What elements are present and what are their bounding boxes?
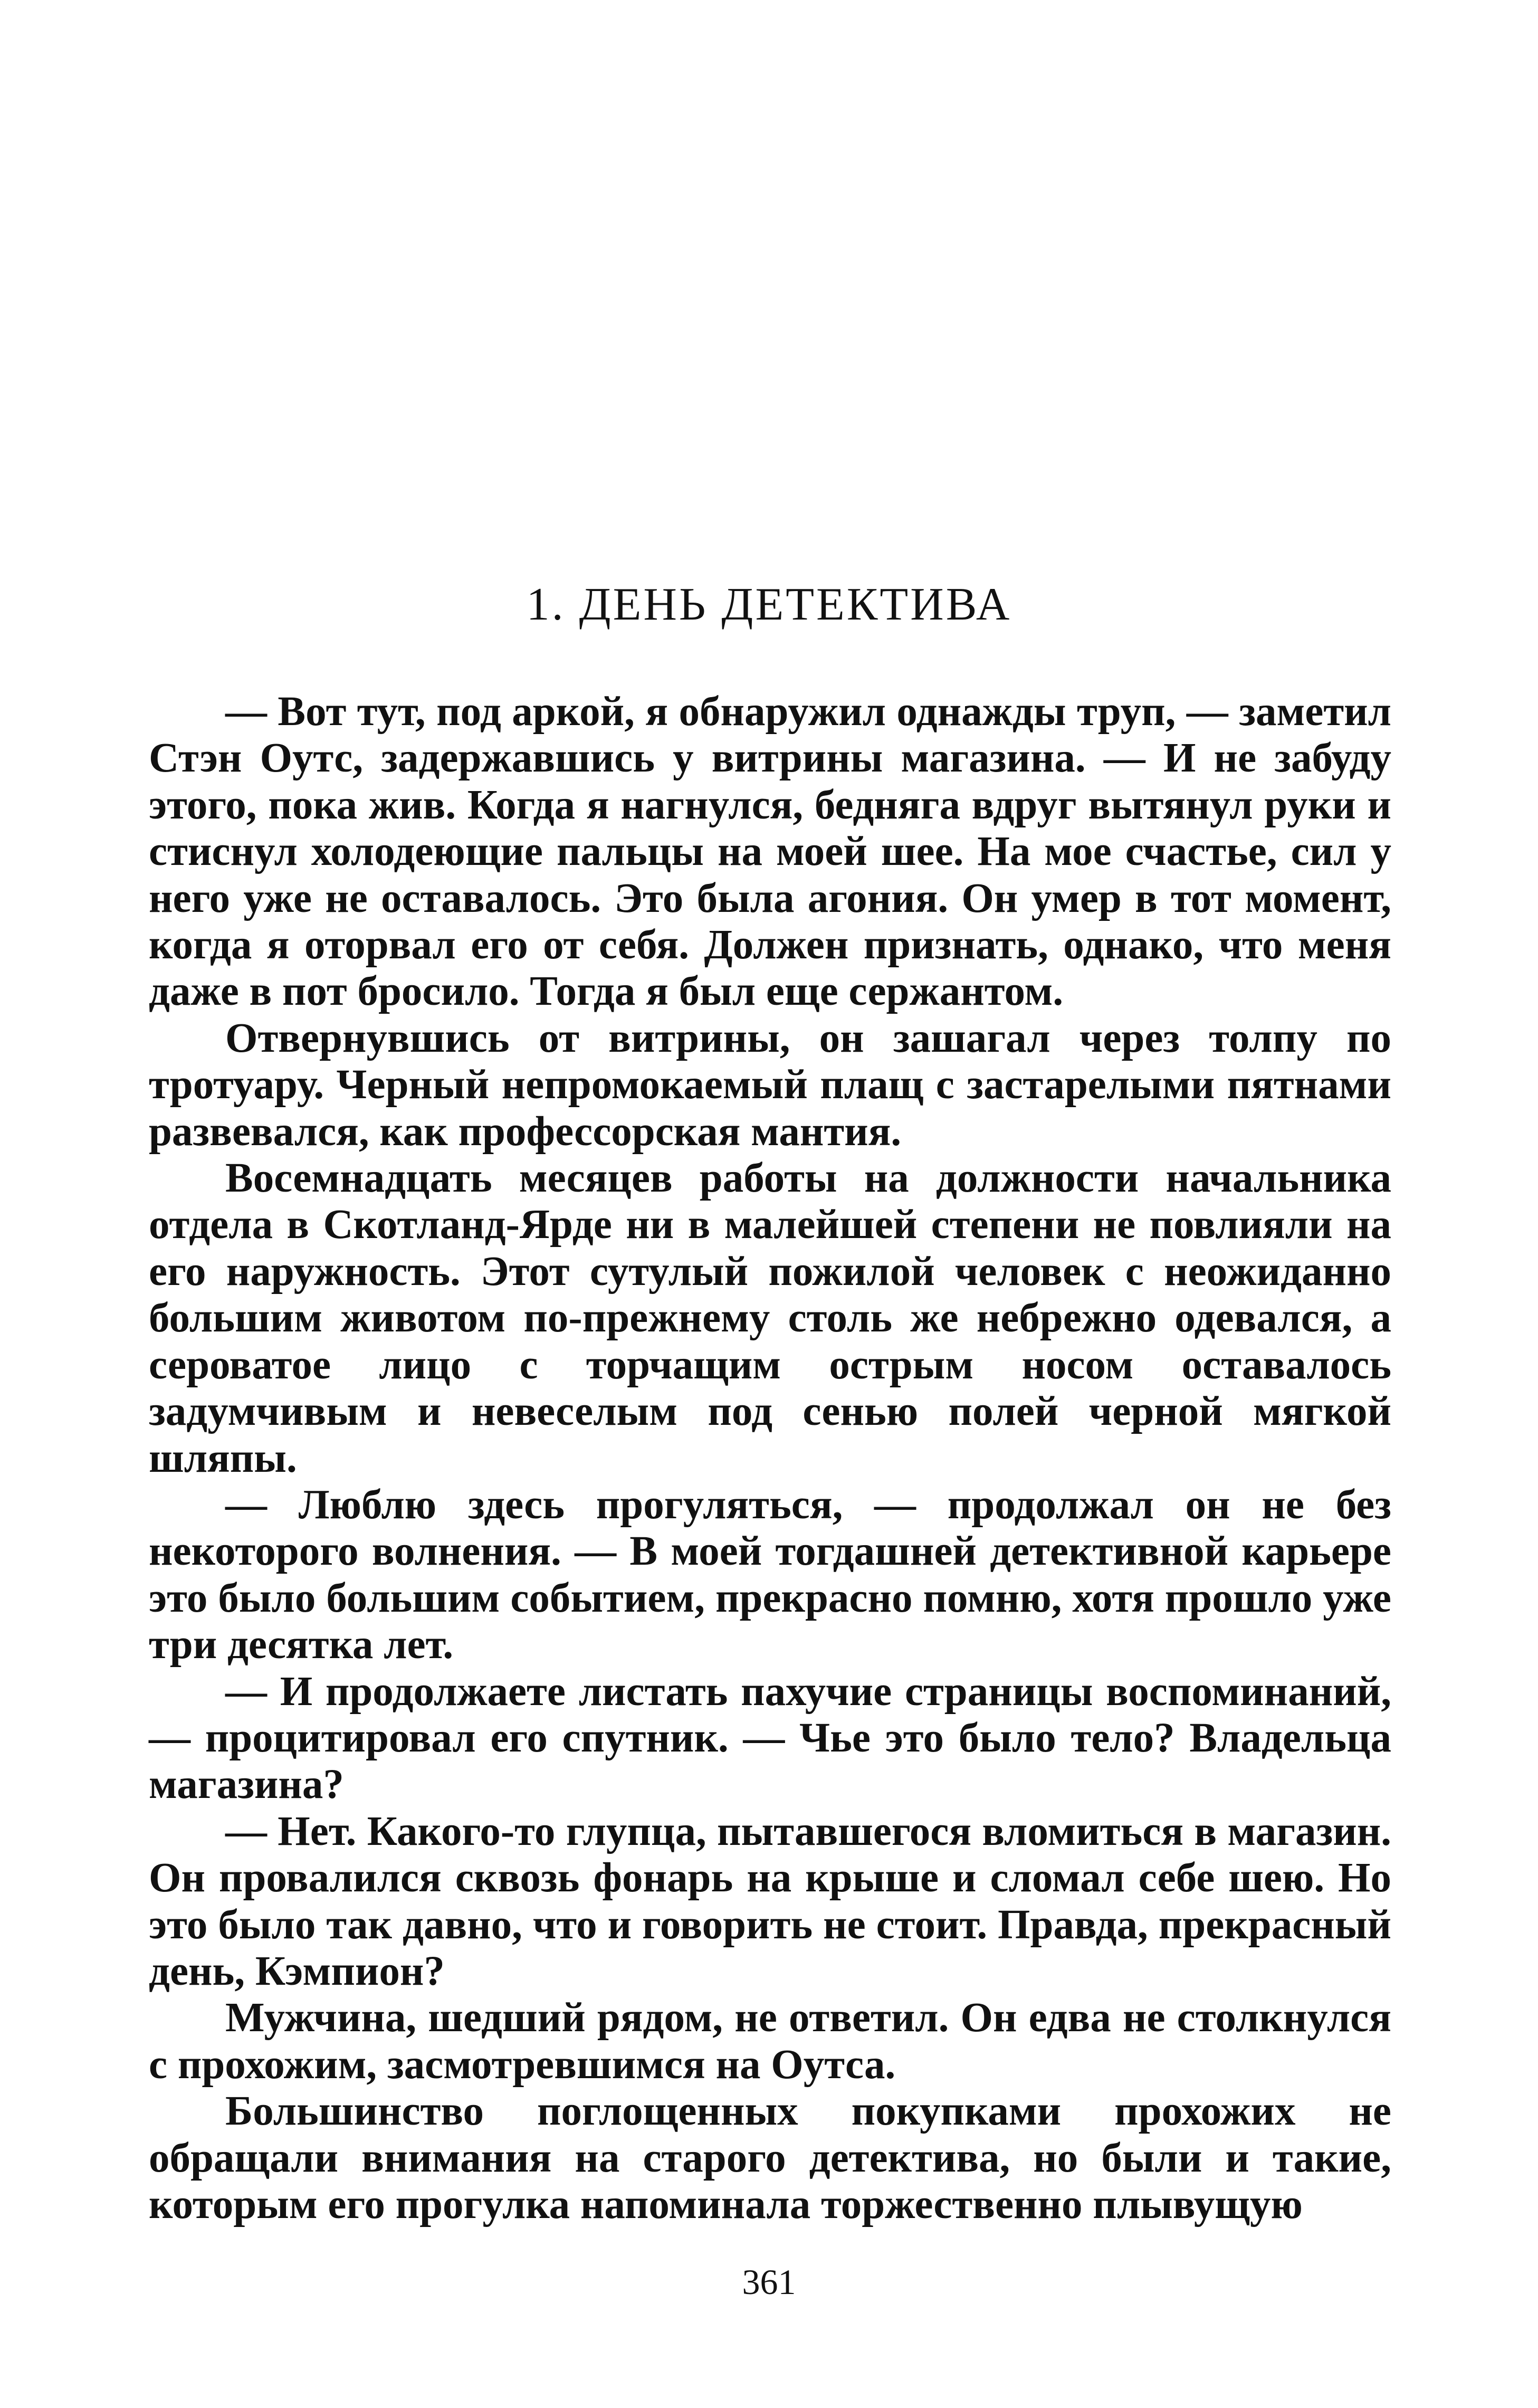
paragraph: — Вот тут, под аркой, я обнаружил однажды труп, — заметил Стэн Оутс, задержавшись у витрины магазина. — И не забуду этого, пока жив. Когда я нагнулся, бедняга вдруг вытянул руки и стиснул холодеющие пальцы на моей шее. На мое счастье, сил у него уже не оставалось. Это была агония. Он умер в тот момент, когда я оторвал его от себя. Должен признать, однако, что меня даже в пот бросило. Тогда я был еще сержантом. [149, 689, 1391, 1015]
paragraph: — И продолжаете листать пахучие страницы воспоминаний, — процитировал его спутник. — Чье это было тело? Владельца магазина? [149, 1668, 1391, 1808]
paragraph: — Люблю здесь прогуляться, — продолжал он не без некоторого волнения. — В моей тогдашней детективной карьере это было большим событием, прекрасно помню, хотя прошло уже три десятка лет. [149, 1481, 1391, 1668]
paragraph: Мужчина, шедший рядом, не ответил. Он едва не столкнулся с прохожим, засмотревшимся на Оутса. [149, 1995, 1391, 2088]
chapter-title: 1. ДЕНЬ ДЕТЕКТИВА [526, 579, 1012, 630]
page-number: 361 [742, 2262, 796, 2302]
body-text [149, 689, 1391, 2228]
paragraph: Большинство поглощенных покупками прохожих не обращали внимания на старого детектива, но были и такие, которым его прогулка напоминала торжественно плывущую [149, 2088, 1391, 2228]
paragraph: Отвернувшись от витрины, он зашагал через толпу по тротуару. Черный непромокаемый плащ с застарелыми пятнами развевался, как профессорская мантия. [149, 1015, 1391, 1155]
paragraph: Восемнадцать месяцев работы на должности начальника отдела в Скотланд-Ярде ни в малейшей степени не повлияли на его наружность. Этот сутулый пожилой человек с неожиданно большим животом по-прежнему столь же небрежно одевался, а сероватое лицо с торчащим острым носом оставалось задумчивым и невеселым под сенью полей черной мягкой шляпы. [149, 1155, 1391, 1481]
paragraph: — Нет. Какого-то глупца, пытавшегося вломиться в магазин. Он провалился сквозь фонарь на крыше и сломал себе шею. Но это было так давно, что и говорить не стоит. Правда, прекрасный день, Кэмпион? [149, 1808, 1391, 1994]
